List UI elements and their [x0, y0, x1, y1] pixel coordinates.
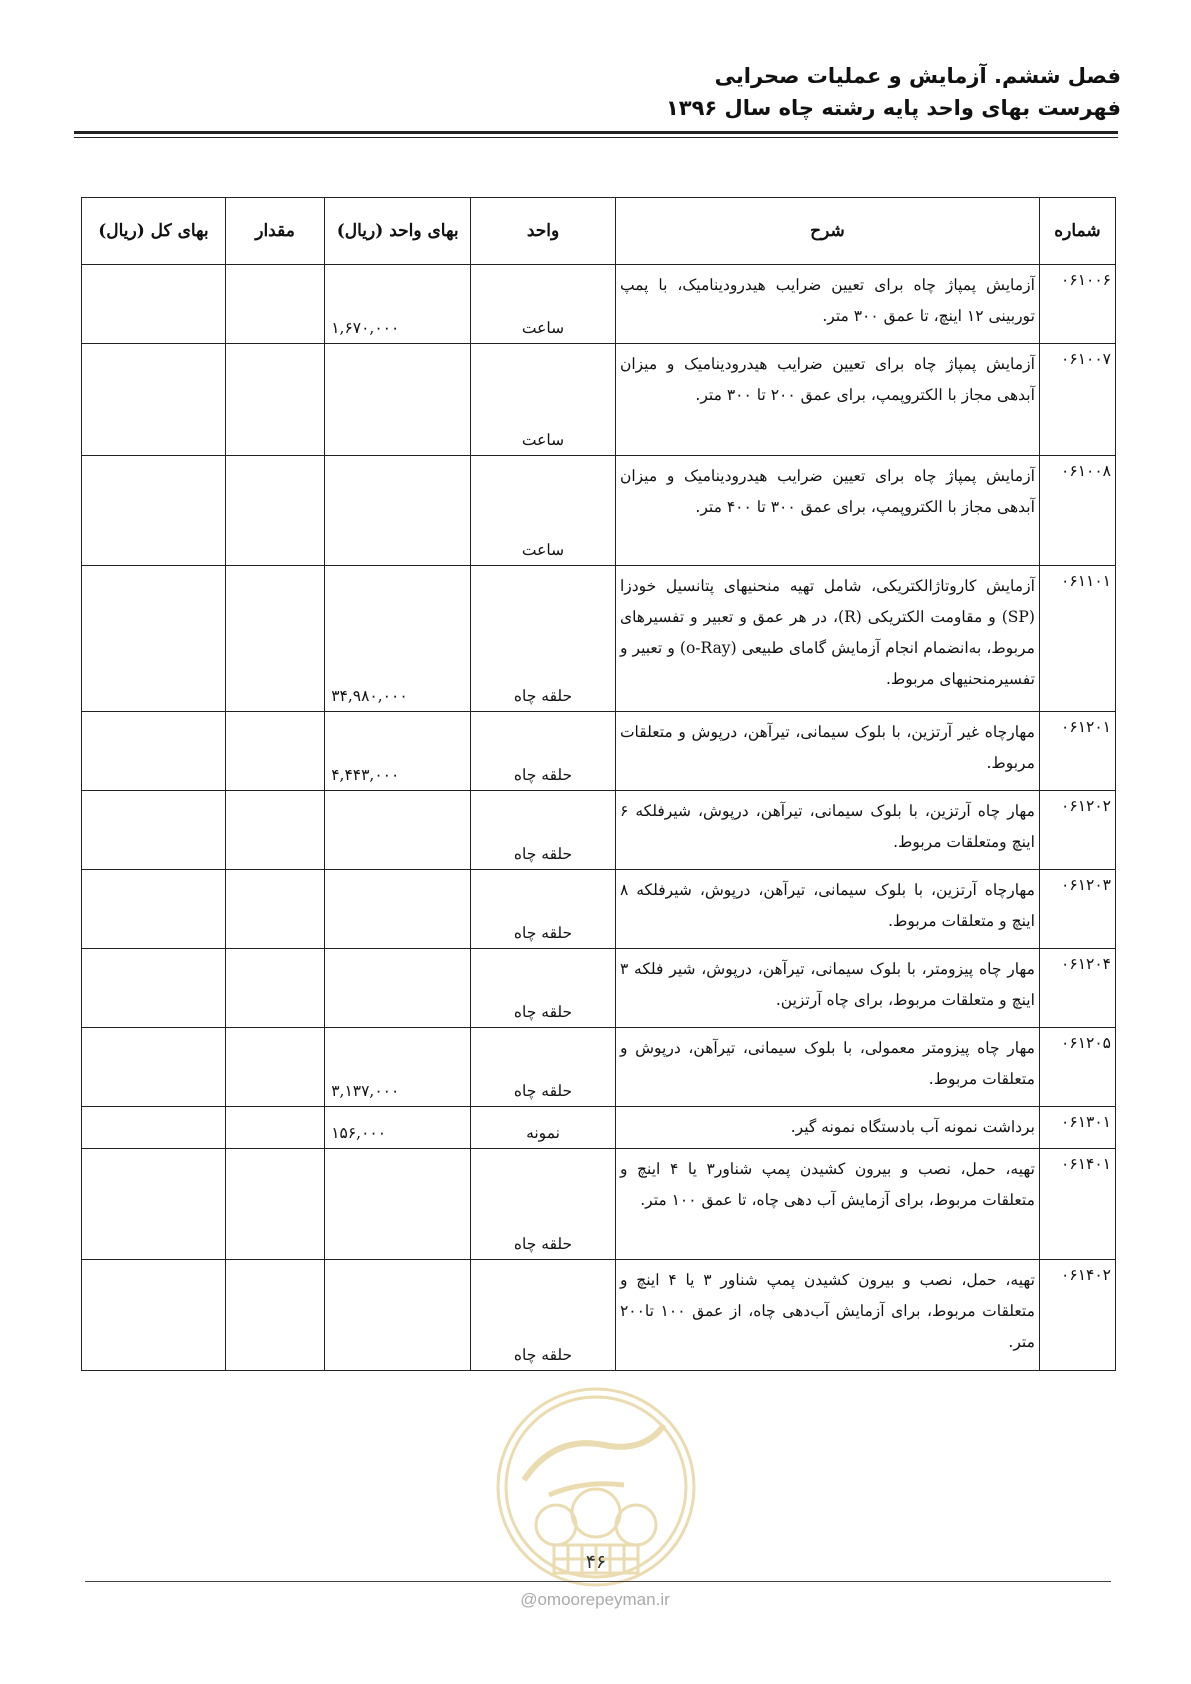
item-number: ۰۶۱۱۰۱ [1039, 566, 1115, 712]
document-title: فهرست بهای واحد پایه رشته چاه سال ۱۳۹۶ [665, 96, 1121, 120]
table-row [82, 949, 1116, 1028]
item-unit: نمونه [471, 1107, 616, 1149]
item-description: آزمایش پمپاژ چاه برای تعیین ضرایب هیدرودینامیک و میزان آبدهی مجاز با الکتروپمپ، برای عمق ۲۰۰ تا ۳۰۰ متر. [615, 344, 1039, 456]
item-quantity [225, 949, 324, 1028]
table-row [82, 1107, 1116, 1149]
item-quantity [225, 1149, 324, 1260]
page-header [70, 60, 1121, 124]
item-quantity [225, 344, 324, 456]
item-unit: حلقه چاه [471, 791, 616, 870]
item-description: برداشت نمونه آب بادستگاه نمونه گیر. [615, 1107, 1039, 1149]
item-number: ۰۶۱۰۰۷ [1039, 344, 1115, 456]
item-unit-price [325, 456, 471, 566]
item-quantity [225, 265, 324, 344]
col-header-unit-price: بهای واحد (ریال) [325, 198, 471, 265]
item-quantity [225, 791, 324, 870]
header-rule-thin [74, 137, 1118, 138]
item-description: مهارچاه آرتزین، با بلوک سیمانی، تیرآهن، درپوش، شیرفلکه ۸ اینچ و متعلقات مربوط. [615, 870, 1039, 949]
item-unit-price [325, 344, 471, 456]
item-number: ۰۶۱۳۰۱ [1039, 1107, 1115, 1149]
item-quantity [225, 870, 324, 949]
item-quantity [225, 1107, 324, 1149]
item-unit: ساعت [471, 265, 616, 344]
item-quantity [225, 1028, 324, 1107]
item-number: ۰۶۱۴۰۱ [1039, 1149, 1115, 1260]
item-number: ۰۶۱۰۰۶ [1039, 265, 1115, 344]
item-unit: حلقه چاه [471, 712, 616, 791]
item-total [82, 870, 226, 949]
chapter-title: فصل ششم. آزمایش و عملیات صحرایی [714, 64, 1121, 88]
table-row [82, 1260, 1116, 1371]
item-total [82, 949, 226, 1028]
item-unit-price: ۱,۶۷۰,۰۰۰ [325, 265, 471, 344]
item-unit: حلقه چاه [471, 566, 616, 712]
item-quantity [225, 1260, 324, 1371]
table-row [82, 1028, 1116, 1107]
item-total [82, 1260, 226, 1371]
item-total [82, 456, 226, 566]
table-row [82, 791, 1116, 870]
col-header-unit: واحد [471, 198, 616, 265]
item-unit-price [325, 949, 471, 1028]
item-unit-price [325, 1260, 471, 1371]
item-number: ۰۶۱۲۰۱ [1039, 712, 1115, 791]
item-unit: حلقه چاه [471, 1028, 616, 1107]
item-number: ۰۶۱۲۰۴ [1039, 949, 1115, 1028]
item-description: مهارچاه غیر آرتزین، با بلوک سیمانی، تیرآهن، درپوش و متعلقات مربوط. [615, 712, 1039, 791]
price-table [81, 197, 1116, 1371]
table-row [82, 712, 1116, 791]
item-unit-price: ۳۴,۹۸۰,۰۰۰ [325, 566, 471, 712]
item-quantity [225, 566, 324, 712]
footer-rule [85, 1581, 1111, 1582]
col-header-total: بهای کل (ریال) [82, 198, 226, 265]
item-unit: حلقه چاه [471, 1260, 616, 1371]
item-total [82, 265, 226, 344]
item-number: ۰۶۱۲۰۵ [1039, 1028, 1115, 1107]
website-watermark: @omoorepeyman.ir [520, 1590, 670, 1609]
page-number: ۴۶ [585, 1551, 607, 1573]
item-total [82, 1107, 226, 1149]
item-total [82, 1028, 226, 1107]
item-unit-price: ۴,۴۴۳,۰۰۰ [325, 712, 471, 791]
table-row [82, 456, 1116, 566]
item-description: آزمایش کاروتاژالکتریکی، شامل تهیه منحنیهای پتانسیل خودزا (SP) و مقاومت الکتریکی (R)، در هر عمق و تعبیر و تفسیرهای مربوط، به‌انضمام انجام آزمایش گامای طبیعی (o-Ray) و تعبیر و تفسیرمنحنیهای مربوط. [615, 566, 1039, 712]
item-total [82, 712, 226, 791]
item-number: ۰۶۱۲۰۲ [1039, 791, 1115, 870]
header-rule-thick [74, 131, 1118, 134]
item-unit: حلقه چاه [471, 870, 616, 949]
item-quantity [225, 712, 324, 791]
item-unit-price [325, 791, 471, 870]
item-description: مهار چاه پیزومتر، با بلوک سیمانی، تیرآهن، درپوش، شیر فلکه ۳ اینچ و متعلقات مربوط، برای چاه آرتزین. [615, 949, 1039, 1028]
item-description: تهیه، حمل، نصب و بیرون کشیدن پمپ شناور ۳ یا ۴ اینچ و متعلقات مربوط، برای آزمایش آب‌دهی چاه، از عمق ۱۰۰ تا۲۰۰ متر. [615, 1260, 1039, 1371]
item-unit-price: ۱۵۶,۰۰۰ [325, 1107, 471, 1149]
item-unit: حلقه چاه [471, 1149, 616, 1260]
item-description: مهار چاه آرتزین، با بلوک سیمانی، تیرآهن، درپوش، شیرفلکه ۶ اینچ ومتعلقات مربوط. [615, 791, 1039, 870]
item-number: ۰۶۱۲۰۳ [1039, 870, 1115, 949]
item-unit-price: ۳,۱۳۷,۰۰۰ [325, 1028, 471, 1107]
item-description: تهیه، حمل، نصب و بیرون کشیدن پمپ شناور۳ یا ۴ اینچ و متعلقات مربوط، برای آزمایش آب دهی چاه، تا عمق ۱۰۰ متر. [615, 1149, 1039, 1260]
item-total [82, 344, 226, 456]
table-row [82, 870, 1116, 949]
item-unit: حلقه چاه [471, 949, 616, 1028]
item-unit: ساعت [471, 344, 616, 456]
item-total [82, 1149, 226, 1260]
col-header-quantity: مقدار [225, 198, 324, 265]
item-unit: ساعت [471, 456, 616, 566]
item-unit-price [325, 1149, 471, 1260]
item-description: مهار چاه پیزومتر معمولی، با بلوک سیمانی، تیرآهن، درپوش و متعلقات مربوط. [615, 1028, 1039, 1107]
item-quantity [225, 456, 324, 566]
item-total [82, 566, 226, 712]
table-row [82, 265, 1116, 344]
col-header-description: شرح [615, 198, 1039, 265]
table-row [82, 344, 1116, 456]
item-total [82, 791, 226, 870]
item-description: آزمایش پمپاژ چاه برای تعیین ضرایب هیدرودینامیک، با پمپ توربینی ۱۲ اینچ، تا عمق ۳۰۰ متر. [615, 265, 1039, 344]
item-number: ۰۶۱۴۰۲ [1039, 1260, 1115, 1371]
table-row [82, 566, 1116, 712]
item-description: آزمایش پمپاژ چاه برای تعیین ضرایب هیدرودینامیک و میزان آبدهی مجاز با الکتروپمپ، برای عمق ۳۰۰ تا ۴۰۰ متر. [615, 456, 1039, 566]
item-unit-price [325, 870, 471, 949]
col-header-number: شماره [1039, 198, 1115, 265]
item-number: ۰۶۱۰۰۸ [1039, 456, 1115, 566]
table-header-row [82, 198, 1116, 265]
table-row [82, 1149, 1116, 1260]
